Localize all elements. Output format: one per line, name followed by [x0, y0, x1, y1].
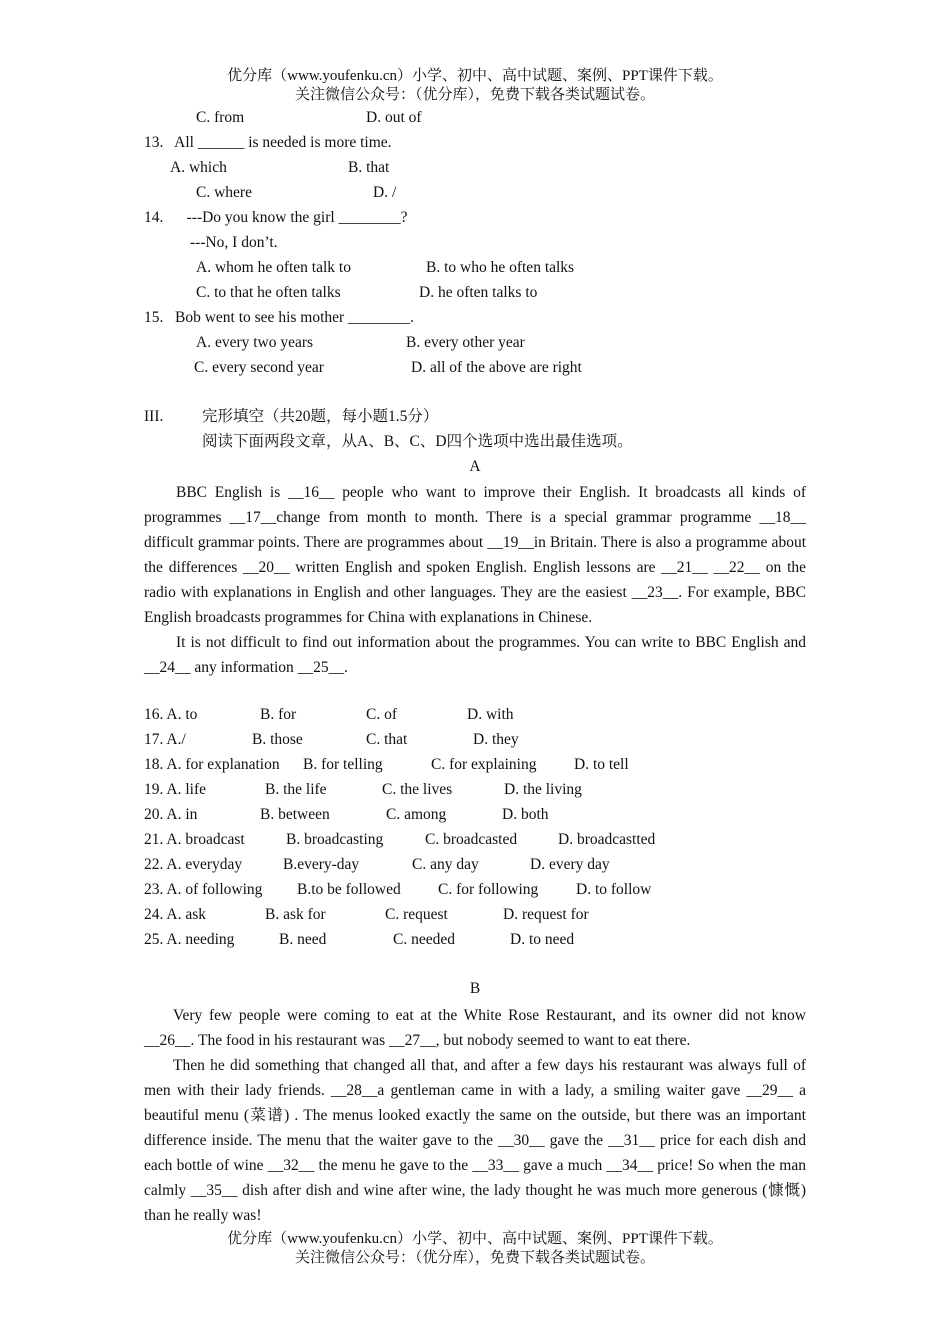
option-d: D. to follow [576, 881, 652, 898]
option-d: D. every day [530, 856, 610, 873]
header-line-1: 优分库（www.youfenku.cn）小学、初中、高中试题、案例、PPT课件下载。 [227, 68, 723, 84]
option-d: D. the living [504, 781, 582, 798]
q15-option-b: B. every other year [406, 334, 525, 351]
option-c: C. broadcasted [425, 831, 518, 848]
option-b: B. need [279, 931, 327, 948]
footer-line-1: 优分库（www.youfenku.cn）小学、初中、高中试题、案例、PPT课件下载。 [227, 1231, 723, 1247]
q14-option-a: A. whom he often talk to [196, 259, 351, 276]
header-line-2: 关注微信公众号：（优分库），免费下载各类试题试卷。 [294, 87, 655, 103]
q14-stem: 14. ---Do you know the girl ________? [144, 209, 408, 226]
option-d: D. broadcastted [558, 831, 656, 848]
q13-stem: 13. All ______ is needed is more time. [144, 134, 392, 151]
option-d: D. to tell [574, 756, 629, 773]
option-b: B. the life [265, 781, 327, 798]
q14-option-c: C. to that he often talks [196, 284, 341, 301]
option-a: 19. A. life [144, 781, 206, 798]
q13-option-c: C. where [196, 184, 252, 201]
passage-b [144, 1003, 806, 1228]
option-d: D. both [502, 806, 549, 823]
passage-b-paragraph-1: Very few people were coming to eat at the White Rose Restaurant, and its owner did not know __26__. The food in his restaurant was __27__, but nobody seemed to want to eat there. [144, 1007, 806, 1049]
q13-option-d: D. / [373, 184, 397, 201]
option-b: B. between [260, 806, 330, 823]
q14-option-b: B. to who he often talks [426, 259, 575, 276]
q14-option-d: D. he often talks to [419, 284, 538, 301]
option-b: B. for [260, 706, 297, 723]
passage-b-label: B [469, 980, 481, 997]
option-c: C. among [386, 806, 447, 823]
option-b: B. ask for [265, 906, 326, 923]
option-b: B. broadcasting [286, 831, 384, 848]
passage-a [144, 480, 806, 680]
option-c: C. the lives [382, 781, 453, 798]
option-d: D. request for [503, 906, 589, 923]
section-instruction: 阅读下面两段文章，从A、B、C、D四个选项中选出最佳选项。 [202, 433, 633, 450]
q12-option-d: D. out of [366, 109, 422, 126]
option-c: C. that [366, 731, 408, 748]
option-c: C. for following [438, 881, 539, 898]
section-title: 完形填空（共20题，每小题1.5分） [202, 408, 439, 425]
q15-option-a: A. every two years [196, 334, 314, 351]
option-a: 22. A. everyday [144, 856, 243, 873]
q15-stem: 15. Bob went to see his mother ________. [144, 309, 414, 326]
q15-option-d: D. all of the above are right [411, 359, 582, 376]
option-a: 20. A. in [144, 806, 198, 823]
passage-b-paragraph-2: Then he did something that changed all that, and after a few days his restaurant was always full of men with their lady friends. __28__a gentleman came in with a lady, a smiling waiter gave __29__ a beautiful menu (菜谱) . The menus looked exactly the same on the outside, but there was an important difference inside. The menu that the waiter gave to the __30__ gave the __31__ price for each dish and each bottle of wine __32__ the menu he gave to the __33__ gave a much __34__ price! So when the man calmly __35__ dish after dish and wine after wine, the lady thought he was much more generous (慷慨) than he really was! [144, 1057, 806, 1224]
q12-option-c: C. from [196, 109, 245, 126]
footer-line-2: 关注微信公众号：（优分库），免费下载各类试题试卷。 [294, 1250, 655, 1266]
option-b: B.to be followed [297, 881, 401, 898]
passage-a-paragraph-1: BBC English is __16__ people who want to improve their English. It broadcasts all kinds of programmes __17__change from month to month. There is a special grammar programme __18__ difficult grammar points. There are programmes about __19__in Britain. There is also a programme about the differences __20__ written English and spoken English. English lessons are __21__ __22__ on the radio with explanations in English and other languages. They are the easiest __23__. For example, BBC English broadcasts programmes for China with explanations in Chinese. [144, 484, 806, 626]
q13-option-a: A. which [170, 159, 227, 176]
option-c: C. needed [393, 931, 455, 948]
option-d: D. to need [510, 931, 575, 948]
q15-option-c: C. every second year [194, 359, 324, 376]
option-d: D. with [467, 706, 514, 723]
option-a: 23. A. of following [144, 881, 263, 898]
option-c: C. request [385, 906, 448, 923]
option-a: 18. A. for explanation [144, 756, 280, 773]
option-c: C. for explaining [431, 756, 537, 773]
option-a: 17. A./ [144, 731, 186, 748]
option-c: C. any day [412, 856, 479, 873]
q13-option-b: B. that [348, 159, 390, 176]
option-b: B. for telling [303, 756, 383, 773]
passage-a-label: A [469, 458, 481, 475]
passage-a-paragraph-2: It is not difficult to find out information about the programmes. You can write to BBC English and __24__ any information __25__. [144, 634, 806, 676]
option-a: 16. A. to [144, 706, 198, 723]
option-b: B.every-day [283, 856, 360, 873]
option-c: C. of [366, 706, 397, 723]
section-number: III. [144, 408, 164, 425]
option-b: B. those [252, 731, 303, 748]
option-a: 24. A. ask [144, 906, 206, 923]
q14-reply: ---No, I don’t. [190, 234, 278, 251]
option-d: D. they [473, 731, 519, 748]
option-a: 25. A. needing [144, 931, 235, 948]
option-a: 21. A. broadcast [144, 831, 245, 848]
